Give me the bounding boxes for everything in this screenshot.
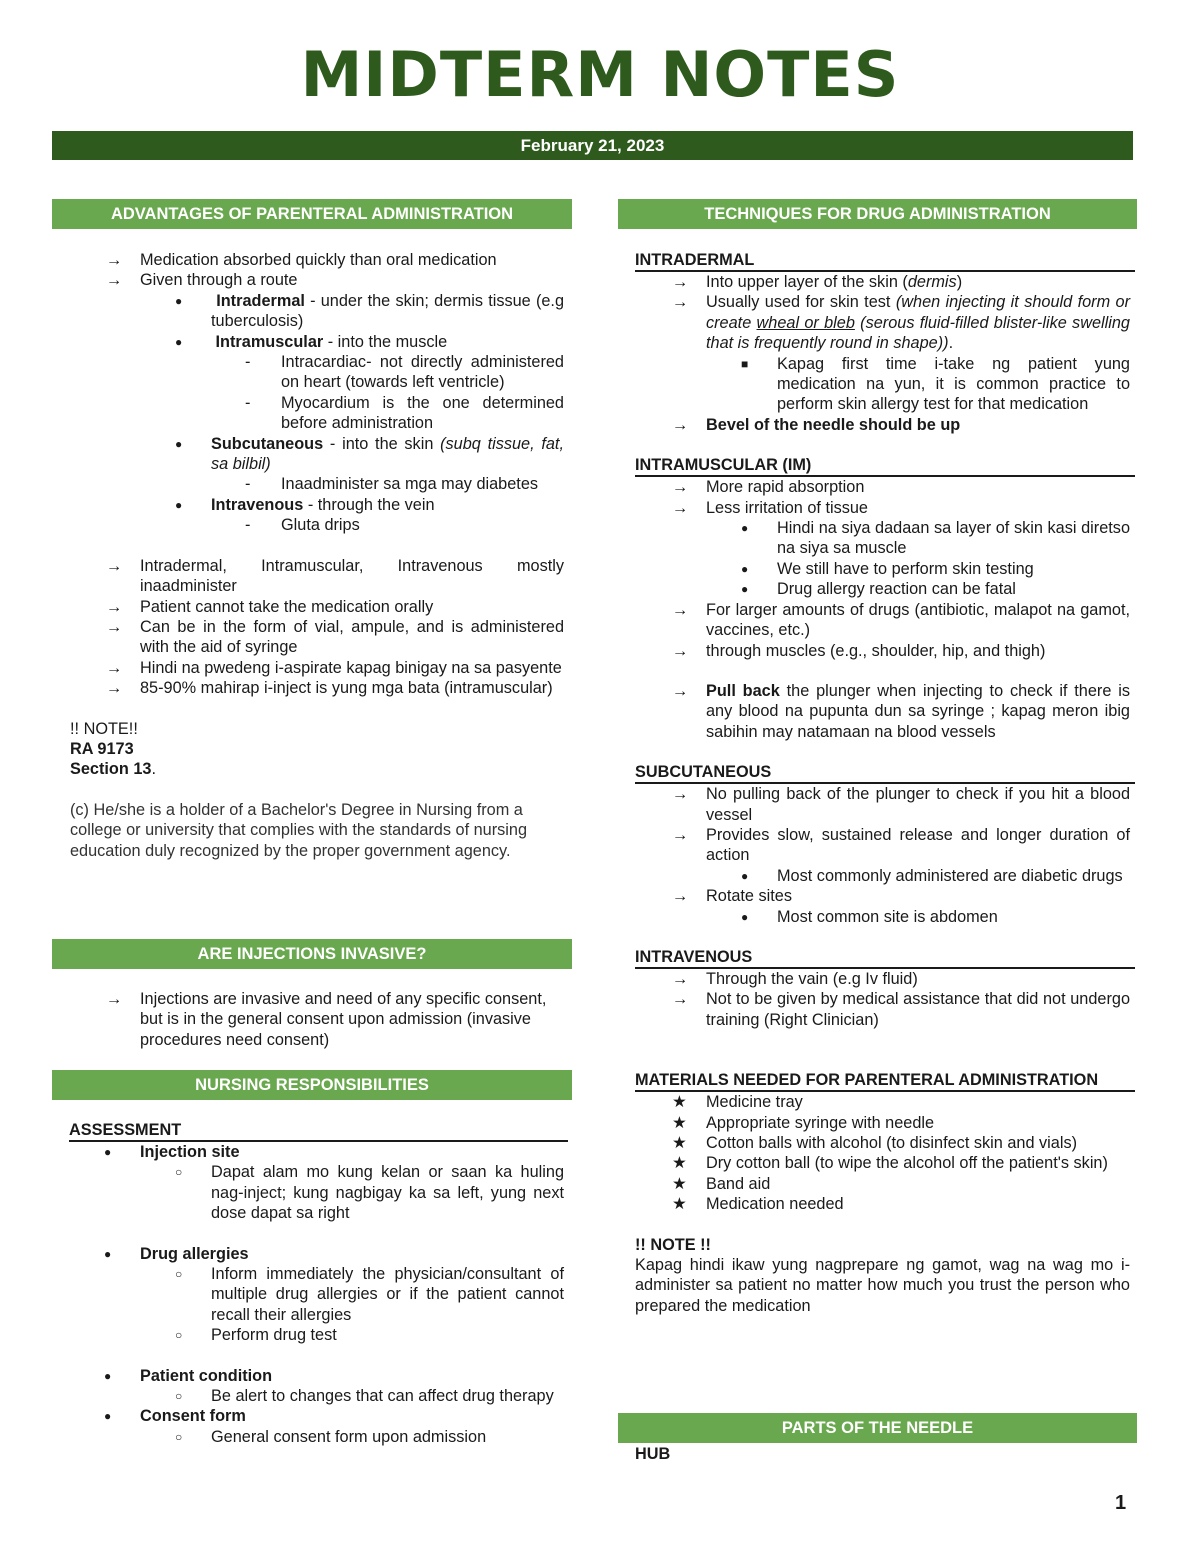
list-item: ● Intramuscular - into the muscle - Intracardiac- not directly administered on heart (towards left ventricle) - Myocardium is the one determined before administration (175, 332, 564, 433)
intramuscular-heading: INTRAMUSCULAR (IM) (635, 455, 1135, 477)
intravenous-heading: INTRAVENOUS (635, 947, 1135, 969)
materials-note-text: Kapag hindi ikaw yung nagprepare ng gamot, wag na wag mo i-administer sa patient no matter how much you trust the person who prepared the medication (635, 1256, 1130, 1315)
circle-icon: ○ (175, 1389, 183, 1404)
list-item: → Medication absorbed quickly than oral medication (106, 251, 497, 269)
list-item: ■ Kapag first time i-take ng patient yung medication na yun, it is common practice to perform skin allergy test for that medication (741, 354, 1130, 414)
arrow-icon: → (106, 679, 123, 698)
arrow-icon: → (106, 597, 123, 616)
circle-icon: ○ (175, 1267, 183, 1282)
list-item: → Less irritation of tissue ● Hindi na siya dadaan sa layer of skin kasi diretso na siya sa muscle ● We still have to perform skin testing ● Drug allergy reaction can be fatal (672, 498, 1130, 599)
square-icon: ■ (741, 356, 749, 371)
left-column (52, 199, 572, 1446)
dash-icon: - (245, 353, 251, 372)
list-item: → Pull back the plunger when injecting to check if there is any blood na pupunta dun sa syringe ; kapag meron ibig sabihin may natamaan na blood vessels (672, 681, 1130, 741)
advantages-list (106, 250, 564, 699)
list-item: - Gluta drips (245, 516, 360, 535)
needle-header: PARTS OF THE NEEDLE (618, 1413, 1137, 1443)
list-item: → For larger amounts of drugs (antibiotic, malapot na gamot, vaccines, etc.) (672, 600, 1130, 640)
arrow-icon: → (672, 478, 689, 497)
note-label: !! NOTE!! (70, 719, 138, 738)
circle-icon: ○ (175, 1429, 183, 1444)
bullet-icon: ● (104, 1368, 112, 1383)
list-item: ○ Be alert to changes that can affect drug therapy (175, 1387, 554, 1406)
dash-icon: - (245, 475, 251, 494)
bullet-icon: ● (175, 436, 183, 451)
list-item: → through muscles (e.g., shoulder, hip, and thigh) (672, 641, 1046, 660)
list-item: ● Most commonly administered are diabetic drugs (741, 866, 1123, 885)
techniques-header: TECHNIQUES FOR DRUG ADMINISTRATION (618, 199, 1137, 229)
date-banner: February 21, 2023 (52, 131, 1133, 160)
list-item: ● Drug allergy reaction can be fatal (741, 580, 1016, 599)
star-icon: ★ (672, 1093, 687, 1112)
page-number: 1 (1115, 1492, 1127, 1514)
list-item: ● Most common site is abdomen (741, 907, 998, 926)
list-item: ● We still have to perform skin testing (741, 559, 1034, 578)
bullet-icon: ● (104, 1409, 112, 1424)
list-item: ● Consent form ○ General consent form upon admission (140, 1406, 564, 1447)
list-item: ○ General consent form upon admission (175, 1427, 487, 1446)
list-item: ★ Dry cotton ball (to wipe the alcohol off the patient's skin) (672, 1154, 1108, 1173)
list-item: - Inaadminister sa mga may diabetes (245, 475, 539, 494)
list-item: ○ Dapat alam mo kung kelan or saan ka huling nag-inject; kung nagbigay ka sa left, yung next dose dapat sa right (175, 1163, 564, 1223)
list-item: ● Patient condition ○ Be alert to changes that can affect drug therapy (140, 1366, 564, 1407)
list-item: → Intradermal, Intramuscular, Intravenous mostly inaadminister (106, 556, 564, 596)
arrow-icon: → (672, 498, 689, 517)
list-item: → Injections are invasive and need of any specific consent, but is in the general consent upon admission (invasive procedures need consent) (106, 990, 547, 1049)
list-item: ★ Medication needed (672, 1195, 844, 1214)
list-item: - Myocardium is the one determined before administration (245, 393, 564, 433)
list-item: ● Subcutaneous - into the skin (subq tissue, fat, sa bilbil) - Inaadminister sa mga may diabetes (175, 434, 564, 494)
nursing-header: NURSING RESPONSIBILITIES (52, 1070, 572, 1100)
arrow-icon: → (672, 273, 689, 291)
arrow-icon: → (106, 658, 123, 677)
arrow-icon: → (106, 617, 123, 636)
list-item: → Bevel of the needle should be up (672, 415, 961, 434)
arrow-icon: → (672, 969, 689, 988)
arrow-icon: → (672, 990, 689, 1009)
assessment-list (104, 1142, 564, 1447)
subcutaneous-heading: SUBCUTANEOUS (635, 762, 1135, 784)
list-item: → No pulling back of the plunger to check if you hit a blood vessel (672, 785, 1130, 824)
arrow-icon: → (672, 681, 689, 700)
list-item: → 85-90% mahirap i-inject is yung mga bata (intramuscular) (106, 679, 553, 698)
advantages-header: ADVANTAGES OF PARENTERAL ADMINISTRATION (52, 199, 572, 229)
star-icon: ★ (672, 1154, 687, 1173)
materials-note-label: !! NOTE !! (635, 1235, 711, 1254)
list-item: → Not to be given by medical assistance that did not undergo training (Right Clinician) (672, 990, 1130, 1029)
arrow-icon: → (672, 293, 689, 312)
arrow-icon: → (672, 785, 689, 804)
list-item: ● Drug allergies ○ Inform immediately the physician/consultant of multiple drug allergies or if the patient cannot recall their allergies ○ Perform drug test (104, 1244, 564, 1345)
invasive-list (106, 989, 564, 1050)
star-icon: ★ (672, 1195, 687, 1214)
bullet-icon: ● (104, 1145, 112, 1159)
assessment-heading: ASSESSMENT (69, 1120, 568, 1142)
star-icon: ★ (672, 1134, 687, 1152)
bullet-icon: ● (741, 909, 749, 924)
arrow-icon: → (106, 271, 123, 290)
star-icon: ★ (672, 1174, 687, 1193)
intradermal-list (672, 272, 1130, 435)
invasive-header: ARE INJECTIONS INVASIVE? (52, 939, 572, 969)
list-item: ★ Band aid (672, 1174, 771, 1193)
arrow-icon: → (672, 887, 689, 906)
arrow-icon: → (106, 251, 123, 269)
right-column (618, 199, 1137, 1463)
dash-icon: - (245, 393, 251, 412)
circle-icon: ○ (175, 1328, 183, 1343)
arrow-icon: → (672, 600, 689, 619)
star-icon: ★ (672, 1113, 687, 1132)
bullet-icon: ● (175, 334, 183, 349)
bullet-icon: ● (175, 293, 183, 308)
subcutaneous-list (672, 784, 1130, 927)
arrow-icon: → (106, 990, 123, 1008)
intramuscular-list (672, 477, 1130, 742)
bullet-icon: ● (741, 561, 749, 576)
list-item: → Usually used for skin test (when injecting it should form or create wheal or bleb (serous fluid-filled blister-like swelling that is frequently round in shape)). ■ Kapag first time i-take ng patient yung medication na yun, it is common practice to perform skin allergy test for that medication (672, 293, 1130, 414)
intravenous-list (672, 969, 1130, 1030)
arrow-icon: → (106, 556, 123, 575)
list-item: → Hindi na pwedeng i-aspirate kapag binigay na sa pasyente (106, 658, 562, 677)
list-item: → Given through a route ● Intradermal - under the skin; dermis tissue (e.g tuberculosis) ● Intramuscular - into the muscle - Intracardiac- not directly administered on heart (towards left ventricle) - Myocardium is the one determined before administration ● Subcutaneous - into the skin (subq tissue, fat, sa bilbil) - Inaadminister sa mga may diabetes ● Intravenous - through the vein - Gluta drips (106, 271, 564, 535)
hub-label: HUB (635, 1445, 671, 1463)
list-item: ● Intravenous - through the vein - Gluta drips (211, 495, 564, 536)
list-item: - Intracardiac- not directly administered on heart (towards left ventricle) (245, 353, 564, 392)
ra-label: RA 9173 (70, 739, 134, 758)
list-item: ★ Medicine tray (672, 1093, 803, 1112)
list-item: ● Intradermal - under the skin; dermis tissue (e.g tuberculosis) (175, 291, 564, 331)
list-item: ○ Perform drug test (175, 1326, 337, 1345)
list-item: → Into upper layer of the skin (dermis) (672, 273, 963, 291)
page-title: MIDTERM NOTES (300, 38, 900, 111)
list-item: ★ Appropriate syringe with needle (672, 1113, 935, 1132)
bullet-icon: ● (104, 1246, 112, 1261)
materials-list (672, 1092, 1130, 1214)
bullet-icon: ● (175, 497, 183, 512)
dash-icon: - (245, 516, 251, 535)
list-item: → Through the vain (e.g Iv fluid) (672, 969, 918, 988)
list-item: ★ Cotton balls with alcohol (to disinfect skin and vials) (672, 1134, 1078, 1152)
section-label: Section 13. (70, 760, 156, 779)
circle-icon: ○ (175, 1165, 183, 1180)
list-item: ● Injection site ○ Dapat alam mo kung kelan or saan ka huling nag-inject; kung nagbigay ka sa left, yung next dose dapat sa right (104, 1143, 564, 1223)
arrow-icon: → (672, 825, 689, 844)
arrow-icon: → (672, 415, 689, 434)
intradermal-heading: INTRADERMAL (635, 250, 1135, 272)
list-item: ● Hindi na siya dadaan sa layer of skin kasi diretso na siya sa muscle (741, 519, 1130, 558)
list-item: → Patient cannot take the medication orally (106, 597, 434, 616)
list-item: ○ Inform immediately the physician/consultant of multiple drug allergies or if the patient cannot recall their allergies (175, 1265, 564, 1324)
list-item: → More rapid absorption (672, 478, 865, 497)
bullet-icon: ● (741, 582, 749, 597)
ra-quote: (c) He/she is a holder of a Bachelor's Degree in Nursing from a college or university that complies with the standards of nursing education duly recognized by the proper government agency. (70, 800, 528, 860)
materials-heading: MATERIALS NEEDED FOR PARENTERAL ADMINISTRATION (635, 1070, 1135, 1092)
arrow-icon: → (672, 641, 689, 660)
list-item: → Provides slow, sustained release and longer duration of action ● Most commonly administered are diabetic drugs (672, 825, 1130, 885)
list-item: → Can be in the form of vial, ampule, and is administered with the aid of syringe (106, 617, 564, 657)
bullet-icon: ● (741, 521, 749, 536)
list-item: → Rotate sites ● Most common site is abdomen (706, 886, 1130, 927)
bullet-icon: ● (741, 868, 749, 883)
